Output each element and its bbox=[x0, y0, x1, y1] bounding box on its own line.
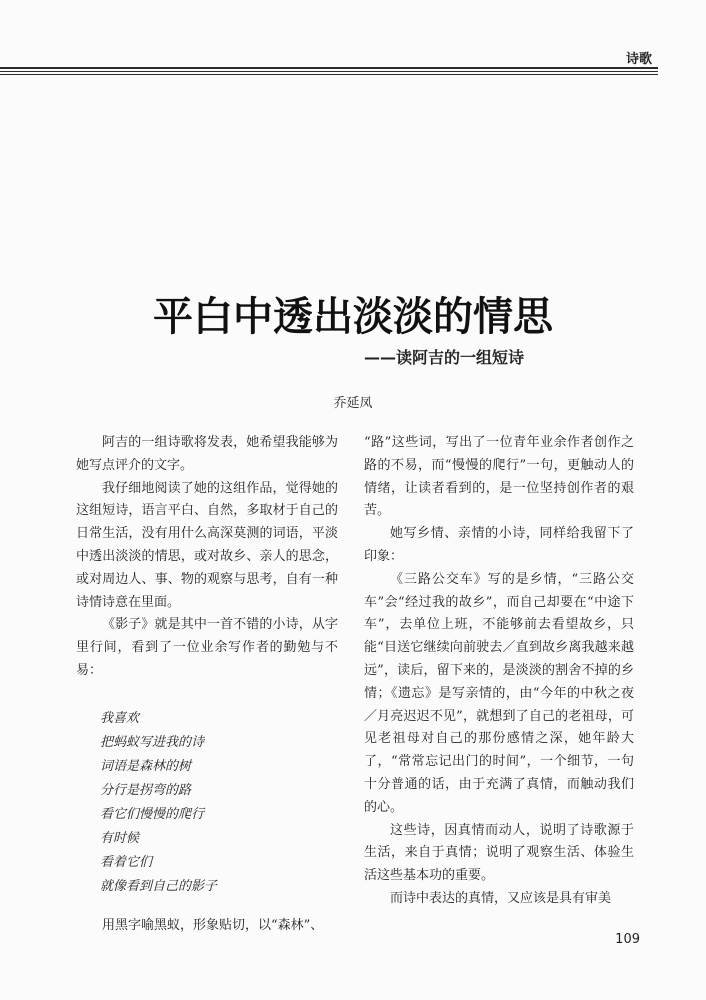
poem-line: 把蚂蚁写进我的诗 bbox=[100, 734, 205, 750]
paragraph: 而诗中表达的真情，又应该是具有审美 bbox=[390, 890, 612, 906]
poem-line: 我喜欢 bbox=[100, 710, 140, 726]
poem-line: 看它们慢慢的爬行 bbox=[100, 806, 205, 822]
poem-line: 看着它们 bbox=[100, 854, 153, 870]
poem-line: 分行是拐弯的路 bbox=[100, 782, 192, 798]
paragraph: 我仔细地阅读了她的这组作品，觉得她的这组短诗，语言平白、自然，多取材于自己的日常生活，没有用什么高深莫测的词语，平淡中透出淡淡的情思，或对故乡、亲人的思念，或对周边人、事、物的观察与思考，自有一种诗情诗意在里面。 bbox=[76, 480, 338, 610]
header-rule bbox=[0, 67, 658, 77]
left-column bbox=[76, 432, 338, 938]
paragraph: 她写乡情、亲情的小诗，同样给我留下了印象： bbox=[364, 526, 634, 564]
article-author: 乔延凤 bbox=[333, 396, 373, 411]
paragraph: 这些诗，因真情而动人，说明了诗歌源于生活，来自于真情；说明了观察生活、体验生活这些基本功的重要。 bbox=[364, 822, 634, 884]
poem-line: 有时候 bbox=[100, 830, 140, 846]
article-subtitle: ——读阿吉的一组短诗 bbox=[364, 348, 525, 367]
poem-line: 就像看到自己的影子 bbox=[100, 878, 218, 894]
paragraph: “路”这些词，写出了一位青年业余作者创作之路的不易，而“慢慢的爬行”一句，更触动人的情绪，让读者看到的，是一位坚持创作者的艰苦。 bbox=[364, 435, 634, 519]
article-title: 平白中透出淡淡的情思 bbox=[153, 293, 553, 340]
poem-excerpt bbox=[100, 707, 338, 899]
paragraph: 《影子》就是其中一首不错的小诗，从字里行间，看到了一位业余写作者的勤勉与不易： bbox=[76, 617, 338, 678]
right-column bbox=[364, 432, 634, 911]
poem-line: 词语是森林的树 bbox=[100, 758, 192, 774]
paragraph: 阿吉的一组诗歌将发表，她希望我能够为她写点评介的文字。 bbox=[76, 435, 338, 473]
section-label: 诗歌 bbox=[625, 52, 652, 67]
page-number: 109 bbox=[615, 932, 640, 947]
paragraph: 《三路公交车》写的是乡情，“三路公交车”会“经过我的故乡”，而自己却要在“中途下车”，去单位上班，不能够前去看望故乡，只能“目送它继续向前驶去／直到故乡离我越来越远”，读后，留下来的，是淡淡的割舍不掉的乡情；《遗忘》是写亲情的，由“今年的中秋之夜／月亮迟迟不见”，就想到了自己的老祖母，可见老祖母对自己的那份感情之深，她年龄大了，“常常忘记出门的时间”，一个细节，一句十分普通的话，由于充满了真情，而触动我们的心。 bbox=[364, 571, 634, 815]
paragraph: 用黑字喻黑蚁，形象贴切，以“森林”、 bbox=[102, 917, 324, 933]
